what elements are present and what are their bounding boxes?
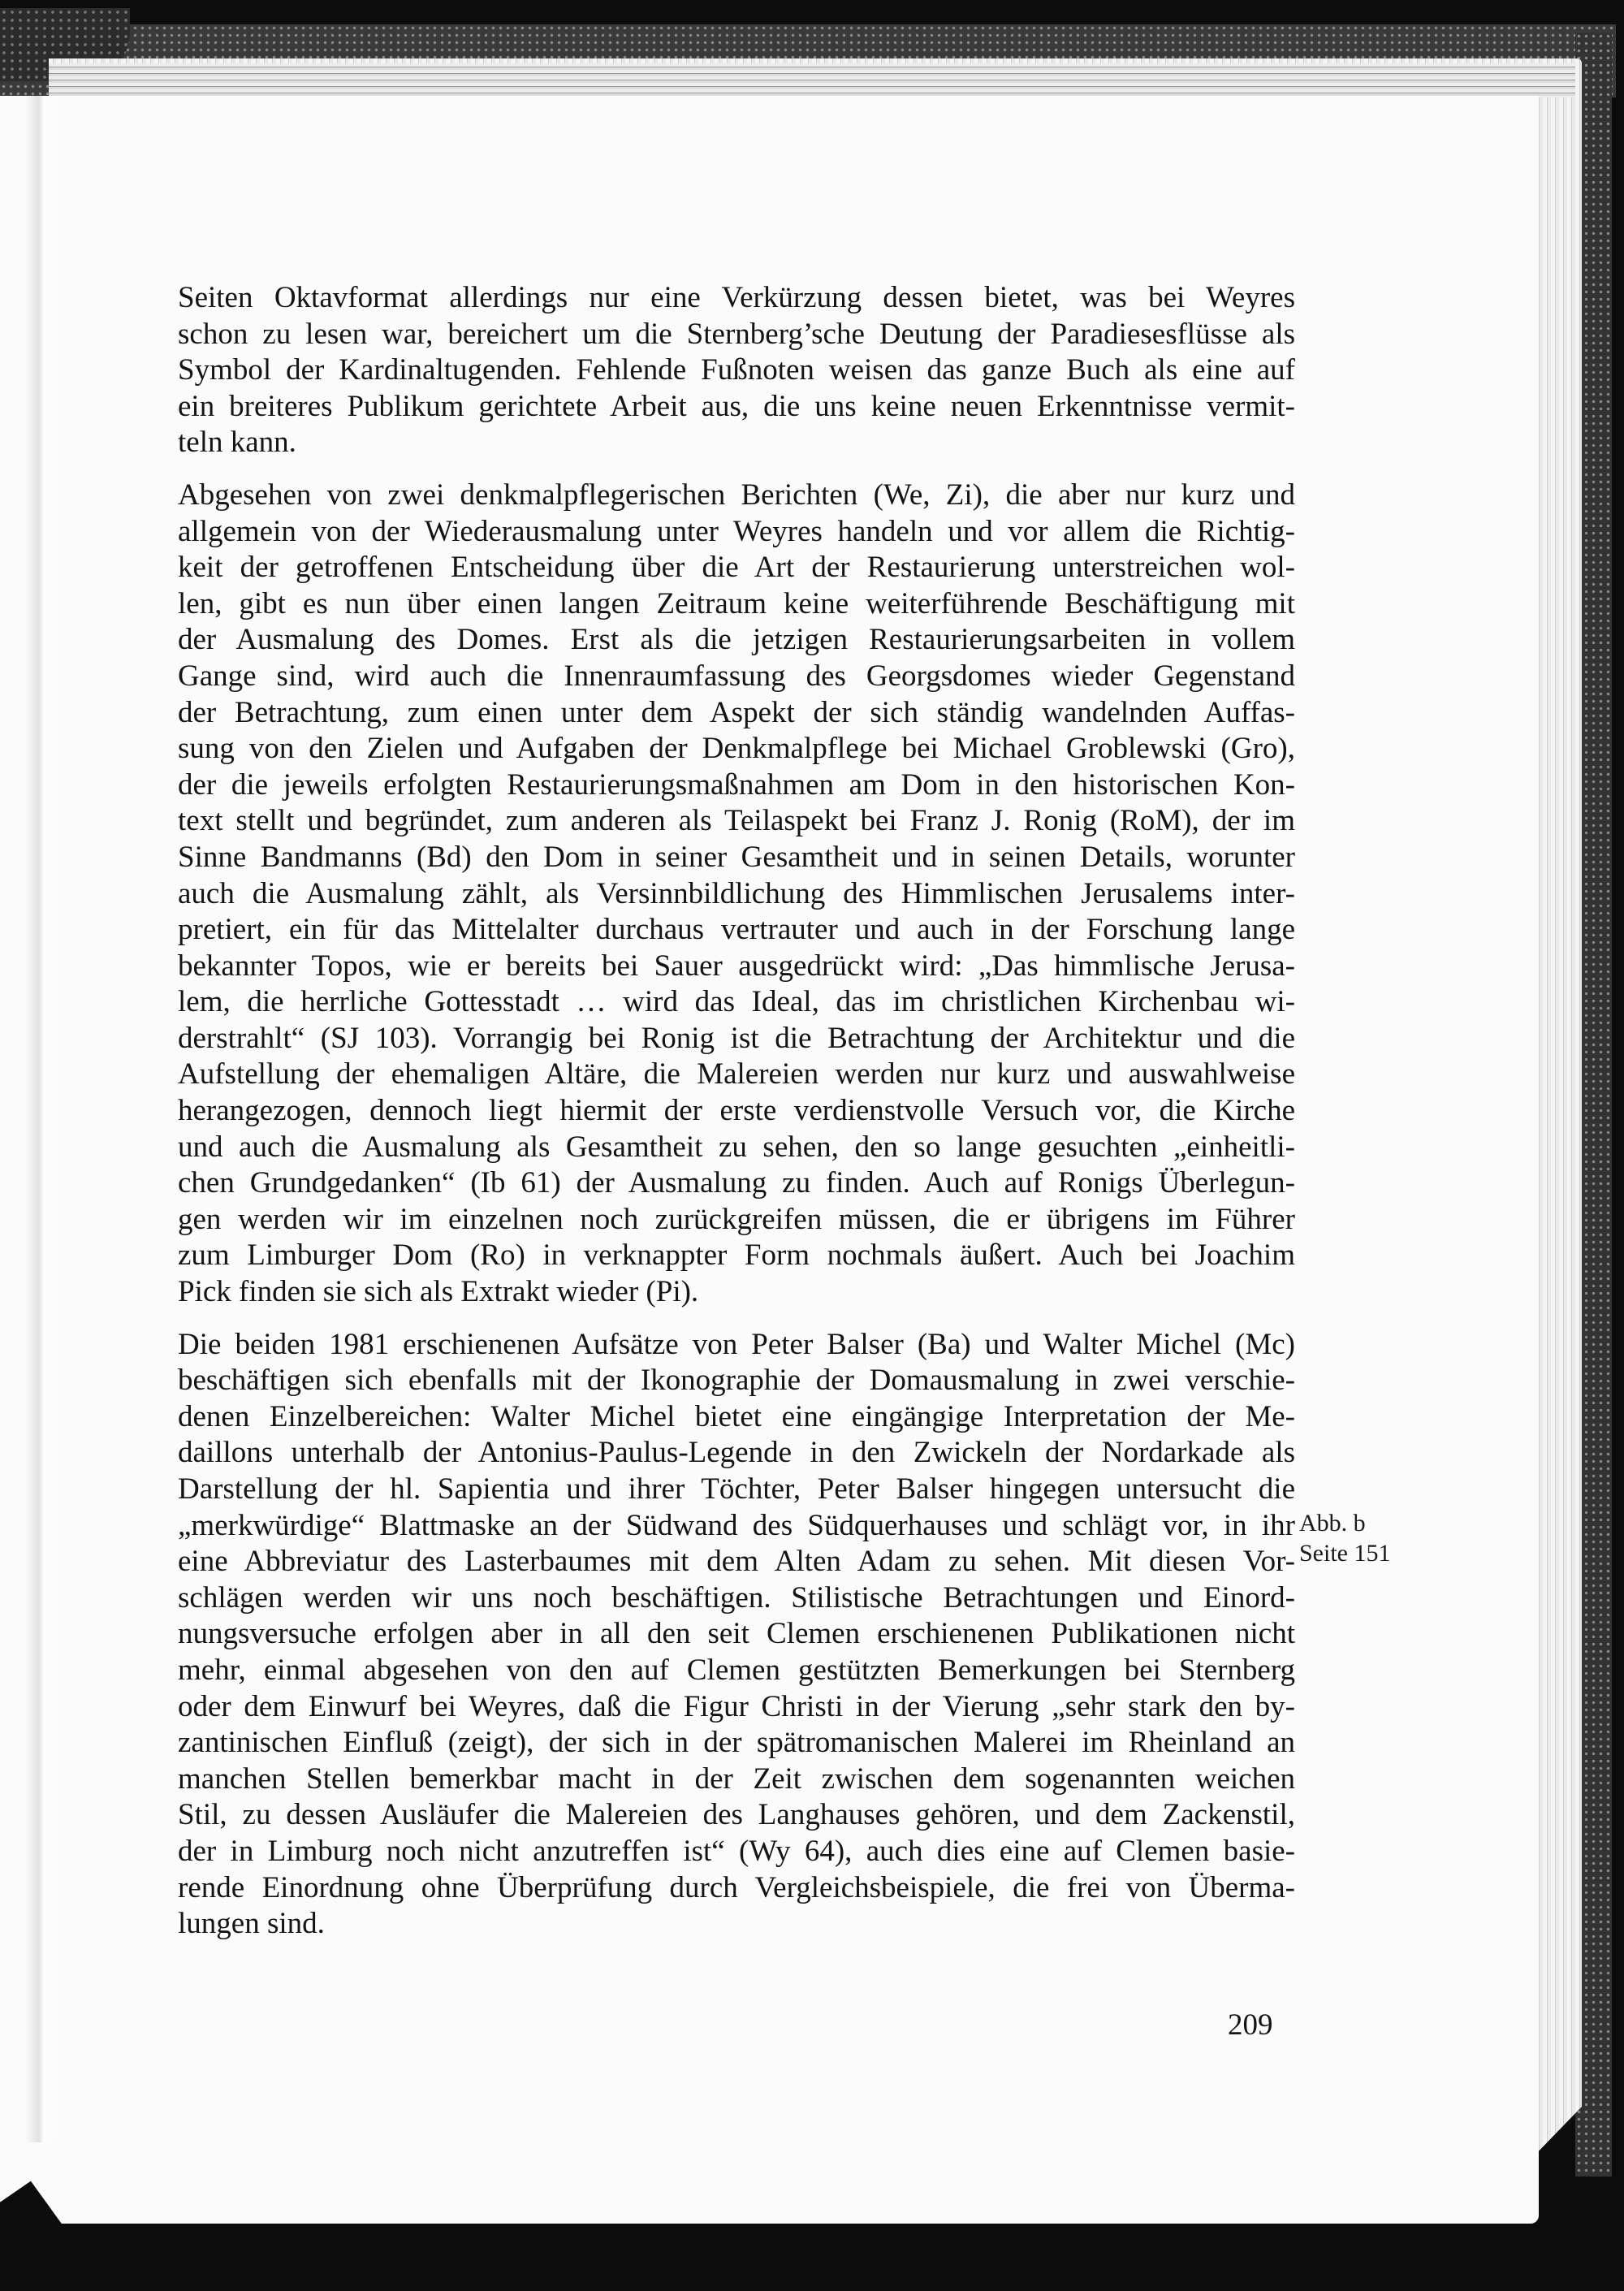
text-line: lem, die herrliche Gottesstadt … wird das Ideal, das im christlichen Kirchenbau wi- xyxy=(178,985,1295,1019)
text-line: teln kann. xyxy=(178,426,296,460)
text-line: chen Grundgedanken“ (Ib 61) der Ausmalung zu finden. Auch auf Ronigs Überlegun- xyxy=(178,1166,1295,1200)
text-line: ein breiteres Publikum gerichtete Arbeit aus, die uns keine neuen Erkenntnisse vermit- xyxy=(178,389,1295,423)
text-line: schon zu lesen war, bereichert um die Sternberg’sche Deutung der Paradiesesflüsse als xyxy=(178,317,1295,351)
text-line: auch die Ausmalung zählt, als Versinnbildlichung des Himmlischen Jerusalems inter- xyxy=(178,876,1295,910)
text-line: derstrahlt“ (SJ 103). Vorrangig bei Ronig ist die Betrachtung der Architektur und die xyxy=(178,1021,1295,1055)
text-line: Gange sind, wird auch die Innenraumfassung des Georgsdomes wieder Gegenstand xyxy=(178,659,1295,693)
paragraph-gap xyxy=(178,461,1295,478)
body-text xyxy=(178,280,1295,1943)
text-line: Die beiden 1981 erschienenen Aufsätze von Peter Balser (Ba) und Walter Michel (Mc) xyxy=(178,1327,1295,1361)
text-line: Abgesehen von zwei denkmalpflegerischen Berichten (We, Zi), die aber nur kurz und xyxy=(178,478,1295,512)
text-line: der Ausmalung des Domes. Erst als die jetzigen Restaurierungsarbeiten in vollem xyxy=(178,623,1295,657)
text-line: len, gibt es nun über einen langen Zeitraum keine weiterführende Beschäftigung mit xyxy=(178,586,1295,620)
text-line: allgemein von der Wiederausmalung unter Weyres handeln und vor allem die Richtig- xyxy=(178,514,1295,548)
text-line: pretiert, ein für das Mittelalter durchaus vertrauter und auch in der Forschung lange xyxy=(178,913,1295,947)
text-line: Seiten Oktavformat allerdings nur eine Verkürzung dessen bietet, was bei Weyres xyxy=(178,281,1295,314)
text-line: Symbol der Kardinaltugenden. Fehlende Fußnoten weisen das ganze Buch als eine auf xyxy=(178,353,1295,387)
text-line: mehr, einmal abgesehen von den auf Clemen gestützten Bemerkungen bei Sternberg xyxy=(178,1653,1295,1687)
text-line: der Betrachtung, zum einen unter dem Aspekt der sich ständig wandelnden Auffas- xyxy=(178,695,1295,729)
text-line: daillons unterhalb der Antonius-Paulus-Legende in den Zwickeln der Nordarkade als xyxy=(178,1436,1295,1470)
stacked-page-edges-top xyxy=(49,63,1575,97)
text-line: rende Einordnung ohne Überprüfung durch Vergleichsbeispiele, die frei von Überma- xyxy=(178,1870,1295,1904)
page-number: 209 xyxy=(1228,2008,1273,2042)
page-gutter-shadow xyxy=(24,96,57,2142)
text-line: sung von den Zielen und Aufgaben der Denkmalpflege bei Michael Groblewski (Gro), xyxy=(178,732,1295,766)
text-line: eine Abbreviatur des Lasterbaumes mit dem Alten Adam zu sehen. Mit diesen Vor- xyxy=(178,1545,1295,1579)
text-line: text stellt und begründet, zum anderen als Teilaspekt bei Franz J. Ronig (RoM), der im xyxy=(178,804,1295,838)
text-line: beschäftigen sich ebenfalls mit der Ikonographie der Domausmalung in zwei verschie- xyxy=(178,1364,1295,1398)
text-line: Pick finden sie sich als Extrakt wieder (Pi). xyxy=(178,1275,699,1309)
text-line: herangezogen, dennoch liegt hiermit der erste verdienstvolle Versuch vor, die Kirche xyxy=(178,1094,1295,1128)
text-line: nungsversuche erfolgen aber in all den seit Clemen erschienenen Publikationen nicht xyxy=(178,1617,1295,1651)
text-line: lungen sind. xyxy=(178,1907,325,1941)
text-line: manchen Stellen bemerkbar macht in der Zeit zwischen dem sogenannten weichen xyxy=(178,1761,1295,1796)
text-line: zum Limburger Dom (Ro) in verknappter Form nochmals äußert. Auch bei Joachim xyxy=(178,1238,1295,1273)
text-line: Sinne Bandmanns (Bd) den Dom in seiner Gesamtheit und in seinen Details, worunter xyxy=(178,840,1295,874)
figure-label: Abb. b xyxy=(1299,1510,1366,1537)
text-line: schlägen werden wir uns noch beschäftigen. Stilistische Betrachtungen und Einord- xyxy=(178,1580,1295,1615)
text-line: Stil, zu dessen Ausläufer die Malereien des Langhauses gehören, und dem Zackenstil, xyxy=(178,1798,1295,1832)
text-line: Aufstellung der ehemaligen Altäre, die Malereien werden nur kurz und auswahlweise xyxy=(178,1057,1295,1091)
figure-page-ref: Seite 151 xyxy=(1299,1540,1391,1567)
text-line: gen werden wir im einzelnen noch zurückgreifen müssen, die er übrigens im Führer xyxy=(178,1202,1295,1236)
text-line: bekannter Topos, wie er bereits bei Sauer ausgedrückt wird: „Das himmlische Jerusa- xyxy=(178,949,1295,983)
text-line: denen Einzelbereichen: Walter Michel bietet eine eingängige Interpretation der Me- xyxy=(178,1399,1295,1433)
text-line: keit der getroffenen Entscheidung über die Art der Restaurierung unterstreichen wol- xyxy=(178,551,1295,585)
text-line: Darstellung der hl. Sapientia und ihrer Töchter, Peter Balser hingegen untersucht die xyxy=(178,1472,1295,1506)
text-line: „merkwürdige“ Blattmaske an der Südwand des Südquerhauses und schlägt vor, in ihr xyxy=(178,1508,1295,1542)
paragraph-2 xyxy=(178,478,1295,1311)
paragraph-gap xyxy=(178,1311,1295,1327)
paragraph-1 xyxy=(178,280,1295,461)
text-line: zantinischen Einfluß (zeigt), der sich in der spätromanischen Malerei im Rheinland an xyxy=(178,1726,1295,1760)
text-line: der die jeweils erfolgten Restaurierungsmaßnahmen am Dom in den historischen Kon- xyxy=(178,767,1295,802)
figure-reference-note xyxy=(1299,1508,1391,1568)
text-line: der in Limburg noch nicht anzutreffen ist“ (Wy 64), auch dies eine auf Clemen basie- xyxy=(178,1834,1295,1868)
text-line: und auch die Ausmalung als Gesamtheit zu sehen, den so lange gesuchten „einheitli- xyxy=(178,1130,1295,1164)
text-line: oder dem Einwurf bei Weyres, daß die Figur Christi in der Vierung „sehr stark den by- xyxy=(178,1689,1295,1723)
paragraph-3 xyxy=(178,1327,1295,1943)
